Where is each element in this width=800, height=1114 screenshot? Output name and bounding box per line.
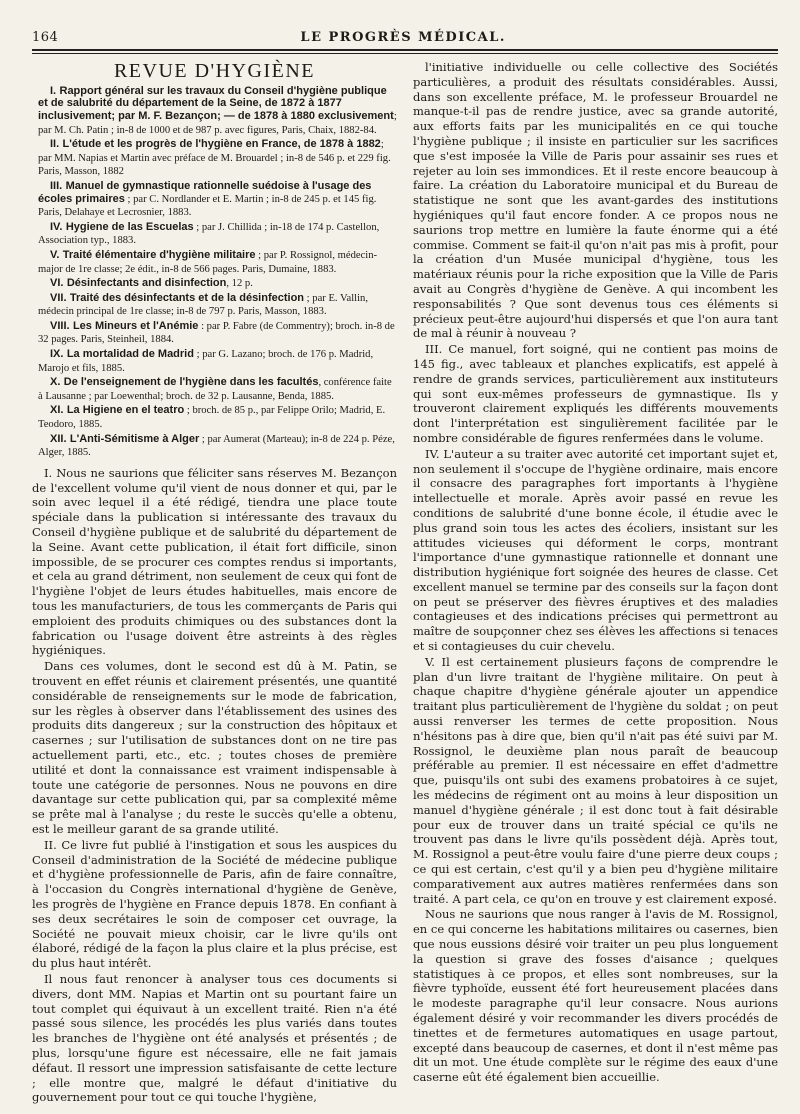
entry-number: VI. (50, 277, 64, 290)
body-paragraph: l'initiative individuelle ou celle collective des Sociétés particulières, a produit des résultats considérables. Aussi, dans son excellente préface, M. le professeur Brouardel ne manque-t-il pas de rendre justice, avec sa grande autorité, aux efforts faits par les municipalités en ce qui touche l'hygiène publique ; il insiste en particulier sur les sacrifices que s'est imposée la Ville de Paris pour assainir ses rues et rejeter au loin ses immondices. Et il reste encore beaucoup à faire. La création du Laboratoire municipal et du Bureau de statistique ne sont que les avant-gardes des institutions hygiéniques qu'il faut encore fonder. A ce propos nous ne saurions trop mettre en lumière la faute énorme qui a été commise. Comment se fait-il qu'on n'ait pas mis à profit, pour la création d'un Musée municipal d'hygiène, tous les matériaux réunis pour la riche exposition que la Ville de Paris avait au Congrès d'hygiène de Genève. A qui incombent les responsabilités ? Que sont devenus tous ces éléments si précieux peut-être aujourd'hui dispersés et que l'on aura tant de mal à réunir à nouveau ? (413, 60, 778, 341)
entry-title: L'étude et les progrès de l'hygiène en France, de 1878 à 1882 (62, 138, 381, 151)
entry-title: Les Mineurs et l'Anémie (72, 319, 199, 332)
body-paragraph: III. Ce manuel, fort soigné, qui ne contient pas moins de 145 fig., avec tableaux et planches explicatifs, est appelé à rendre de grands services, particulièrement aux instituteurs qui sont eux-mêmes professeurs de gymnastique. Ils y trouveront clairement expliqués les différents mouvements dont l'interprétation est singulièrement facilitée par le nombre considérable de figures renfermées dans le volume. (413, 342, 778, 445)
bibliography-entry (32, 180, 397, 220)
journal-title: LE PROGRÈS MÉDICAL. (300, 30, 506, 45)
bibliography-entry (32, 404, 397, 431)
entry-title: Hygiene de las Escuelas (65, 220, 194, 233)
entry-number: XI. (50, 404, 64, 417)
entry-details: ; par C. Nordlander et E. Martin ; in-8 de 245 p. et 145 fig. Paris, Delahaye et Lecrosnier, 1883. (38, 193, 377, 219)
body-paragraph: IV. L'auteur a su traiter avec autorité cet important sujet et, non seulement il s'occupe de l'hygiène ordinaire, mais encore il consacre des paragraphes fort importants à l'hygiène intellectuelle et morale. Après avoir passé en revue les conditions de salubrité d'une bonne école, il étudie avec le plus grand soin tous les actes des écoliers, insistant sur les attitudes vicieuses qui déforment le corps, montrant l'importance d'une gymnastique rationnelle et donnant une distribution hygiénique fort soignée des heures de classe. Cet excellent manuel se termine par des conseils sur la façon dont on peut se préserver des fièvres éruptives et des maladies contagieuses et des indications précises qui permettront au maître de soupçonner chez ses élèves les affections si tenaces et si contagieuses du cuir chevelu. (413, 446, 778, 654)
entry-number: XII. (50, 432, 67, 445)
body-paragraph: II. Ce livre fut publié à l'instigation et sous les auspices du Conseil d'administration de la Société de médecine publique et d'hygiène professionnelle de Paris, afin de faire connaître, à l'occasion du Congrès international d'hygiène de Genève, les progrès de l'hygiène en France depuis 1878. En confiant à ses deux secrétaires le soin de composer cet ouvrage, la Société ne pouvait mieux choisir, car le livre qu'ils ont élaboré, rédigé de la façon la plus claire et la plus précise, est du plus haut intérêt. (32, 837, 397, 971)
entry-number: IV. (50, 220, 63, 233)
entry-title: La mortalidad de Madrid (66, 348, 194, 361)
entry-number: IX. (50, 348, 64, 361)
left-column (32, 60, 397, 1105)
entry-number: X. (50, 376, 61, 389)
entry-details: : par P. Fabre (de Commentry); broch. in-8 de 32 pages. Paris, Steinheil, 1884. (38, 320, 395, 346)
bibliography-entry (32, 292, 397, 319)
entry-title: L'Anti-Sémitisme à Alger (69, 432, 200, 445)
entry-details: ; par G. Lazano; broch. de 176 p. Madrid, Marojo et fils, 1885. (38, 349, 374, 374)
entry-title: Désinfectants and disinfection (66, 277, 227, 290)
entry-title: Manuel de gymnastique rationnelle suédoise à l'usage des écoles primaires (38, 179, 372, 205)
left-body-text (32, 466, 397, 1105)
bibliography-list (32, 85, 397, 460)
entry-details: ; par P. Rossignol, médecin-major de 1re classe; 2e édit., in-8 de 566 pages. Paris, Dumaine, 1883. (38, 249, 378, 275)
entry-details: ; par J. Chillida ; in-18 de 174 p. Castellon, Association typ., 1883. (38, 221, 380, 247)
entry-details: ; broch. de 85 p., par Felippe Orilo; Madrid, E. Teodoro, 1885. (38, 405, 386, 431)
entry-details: ; par M. Ch. Patin ; in-8 de 1000 et de 987 p. avec figures, Paris, Chaix, 1882-84. (38, 110, 397, 136)
entry-title: De l'enseignement de l'hygiène dans les facultés (63, 376, 319, 389)
entry-details: ; par Aumerat (Marteau); in-8 de 224 p. Péze, Alger, 1885. (38, 433, 395, 459)
entry-details: , conférence faite à Lausanne ; par Loewenthal; broch. de 32 p. Lausanne, Benda, 1885. (38, 377, 392, 402)
entry-title: Rapport général sur les travaux du Conseil d'hygiène publique et de salubrité du département de la Seine, de 1872 à 1877 inclusivement; par M. F. Bezançon; — de 1878 à 1880 exclusivement (38, 84, 394, 122)
entry-number: VIII. (50, 319, 70, 332)
bibliography-entry (32, 221, 397, 248)
bibliography-entry (32, 348, 397, 375)
entry-number: V. (50, 248, 60, 261)
entry-number: II. (50, 138, 60, 151)
bibliography-entry (32, 277, 397, 291)
header-rule (32, 49, 778, 54)
bibliography-entry (32, 85, 397, 137)
bibliography-entry (32, 138, 397, 179)
entry-details: ; par E. Vallin, médecin principal de 1re classe; in-8 de 797 p. Paris, Masson, 1883. (38, 292, 368, 318)
page-number: 164 (32, 30, 59, 45)
bibliography-entry (32, 249, 397, 276)
running-header (32, 30, 778, 45)
bibliography-entry (32, 433, 397, 460)
body-paragraph: Il nous faut renoncer à analyser tous ces documents si divers, dont MM. Napias et Martin ont su pourtant faire un tout complet qui équivaut à un excellent traité. Rien n'a été passé sous silence, les procédés les plus variés dans toutes les branches de l'hygiène ont été analysés et présentés ; de plus, lorsqu'une figure est nécessaire, elle ne fait jamais défaut. Il ressort une impression satisfaisante de cette lecture ; elle montre que, malgré le défaut d'initiative du gouvernement pour tout ce qui touche l'hygiène, (32, 971, 397, 1105)
bibliography-entry (32, 320, 397, 347)
entry-title: Traité des désinfectants et de la désinfection (69, 291, 305, 304)
entry-number: I. (50, 84, 57, 97)
body-paragraph: Nous ne saurions que nous ranger à l'avis de M. Rossignol, en ce qui concerne les habitations militaires ou casernes, bien que nous eussions désiré voir traiter un peu plus longuement la question si grave des fosses d'aisance ; quelques statistiques à ce propos, et elles sont nombreuses, sur la fièvre typhoïde, eussent été fort heureusement placées dans le modeste paragraphe qu'il leur consacre. Nous aurions également désiré y voir recommander les divers procédés de tinettes et de fermetures automatiques en usage partout, excepté dans beaucoup de casernes, et dont il n'est même pas dit un mot. Une étude complète sur le régime des eaux d'une caserne eût été également bien accueillie. (413, 907, 778, 1085)
entry-title: La Higiene en el teatro (66, 404, 185, 417)
entry-number: VII. (50, 291, 67, 304)
entry-details: ; par MM. Napias et Martin avec préface de M. Brouardel ; in-8 de 546 p. et 229 fig. Paris, Masson, 1882 (38, 139, 391, 178)
right-column (413, 60, 778, 1095)
entry-number: III. (50, 179, 63, 192)
entry-title: Traité élémentaire d'hygiène militaire (62, 248, 256, 261)
right-body-text (413, 60, 778, 1085)
section-title: REVUE D'HYGIÈNE (113, 60, 316, 82)
body-paragraph: Dans ces volumes, dont le second est dû à M. Patin, se trouvent en effet réunis et clairement présentés, une quantité considérable de renseignements sur le mode de fabrication, sur les règles à observer dans l'établissement des usines des produits dits dangereux ; sur la construction des hôpitaux et casernes ; sur l'utilisation de substances dont on ne tire pas actuellement parti, etc., etc. ; toutes choses de première utilité et dont la connaissance est vraiment indispensable à toute une catégorie de personnes. Nous ne pouvons en dire davantage sur cette publication qui, par sa complexité même se prête mal à l'analyse ; du reste le succès qu'elle a obtenu, est le meilleur garant de sa grande utilité. (32, 659, 397, 836)
entry-details: , 12 p. (226, 278, 253, 290)
body-paragraph: V. Il est certainement plusieurs façons de comprendre le plan d'un livre traitant de l'hygiène militaire. On peut à chaque chapitre d'hygiène générale ajouter un appendice traitant plus particulièrement de l'hygiène du soldat ; on peut aussi renverser les termes de cette proposition. Nous n'hésitons pas à dire que, bien qu'il n'ait pas été suivi par M. Rossignol, le deuxième plan nous paraît de beaucoup préférable au premier. Il est nécessaire en effet d'admettre que, puisqu'ils ont subi des examens probatoires à ce sujet, les médecins de régiment ont au moins à leur disposition un manuel d'hygiène générale ; il est donc tout à fait désirable pour eux de trouver dans un traité spécial ce qu'ils ne trouvent pas dans le livre qu'ils possèdent déjà. Après tout, M. Rossignol a peut-être voulu faire d'une pierre deux coups ; ce qui est certain, c'est qu'il y a bien peu d'hygiène militaire comparativement aux autres matières renfermées dans son traité. A part cela, ce qu'on en trouve y est clairement exposé. (413, 654, 778, 906)
body-paragraph: I. Nous ne saurions que féliciter sans réserves M. Bezançon de l'excellent volume qu'il vient de nous donner et qui, par le soin avec lequel il a été rédigé, tiendra une place toute spéciale dans la publication si intéressante des travaux du Conseil d'hygiène publique et de salubrité du département de la Seine. Avant cette publication, il était fort difficile, sinon impossible, de se procurer ces comptes rendus si importants, et cela au grand détriment, non seulement de ceux qui font de l'hygiène l'objet de leurs études habituelles, mais encore de tous les manufacturiers, de tous les commerçants de Paris qui emploient des produits chimiques ou des substances dont la fabrication ou l'usage doivent être astreints à des règles hygiéniques. (32, 465, 397, 658)
bibliography-entry (32, 376, 397, 403)
